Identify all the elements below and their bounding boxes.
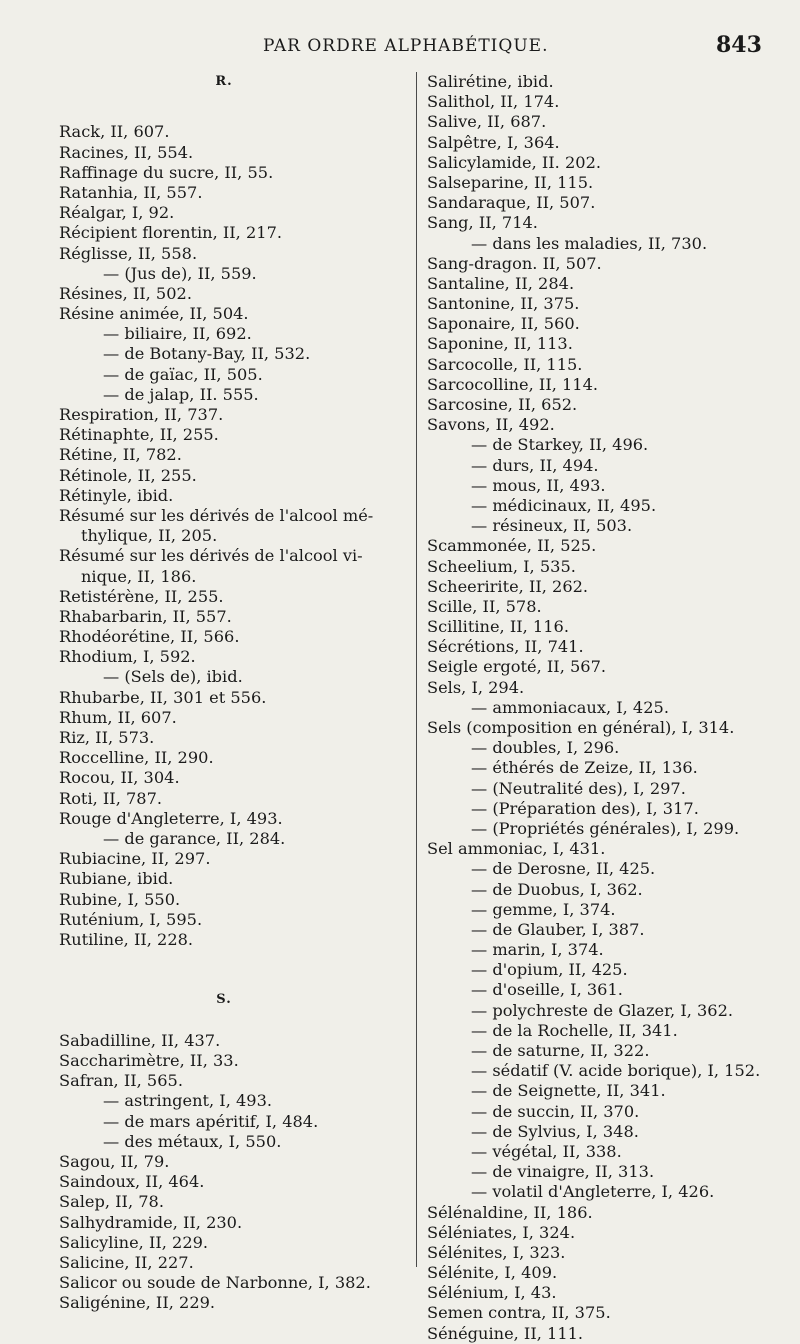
index-entry: Rubiane, ibid.	[59, 869, 174, 889]
index-entry: Sarcosine, II, 652.	[427, 395, 578, 414]
index-entry: Salithol, II, 174.	[427, 92, 560, 112]
index-entry: Saccharimètre, II, 33.	[59, 1051, 239, 1070]
index-entry: — sédatif (V. acide borique), I, 152.	[471, 1061, 761, 1081]
index-entry: Respiration, II, 737.	[59, 405, 224, 424]
index-entry: Sélénite, I, 409.	[427, 1263, 558, 1283]
index-entry: nique, II, 186.	[81, 566, 197, 586]
index-entry: — d'opium, II, 425.	[471, 960, 628, 980]
index-entry: Salicylamide, II. 202.	[427, 152, 602, 172]
index-entry: Sarcocolline, II, 114.	[427, 374, 599, 394]
index-entry: Rouge d'Angleterre, I, 493.	[59, 808, 283, 828]
index-entry: Salicyline, II, 229.	[59, 1232, 209, 1252]
index-entry: Réalgar, I, 92.	[59, 203, 175, 223]
index-entry: Réglisse, II, 558.	[59, 243, 198, 263]
index-entry: — (Neutralité des), I, 297.	[471, 778, 686, 798]
index-entry: Salhydramide, II, 230.	[59, 1212, 243, 1232]
index-entry: Santaline, II, 284.	[427, 273, 575, 293]
page-header	[0, 32, 800, 64]
index-entry: — de Sylvius, I, 348.	[471, 1121, 639, 1141]
index-entry: Séléniates, I, 324.	[427, 1222, 576, 1242]
index-column-right	[427, 72, 787, 1344]
index-entry: — doubles, I, 296.	[471, 738, 620, 758]
index-entry: Sels (composition en général), I, 314.	[427, 718, 735, 737]
index-entry: — dans les maladies, II, 730.	[471, 233, 708, 253]
index-entry: Récipient florentin, II, 217.	[59, 223, 283, 243]
index-entry: Rétine, II, 782.	[59, 445, 182, 465]
index-entry: — de Glauber, I, 387.	[471, 919, 645, 939]
column-divider	[416, 72, 417, 1267]
index-entry: — polychreste de Glazer, I, 362.	[471, 1000, 734, 1020]
index-entry: — de gaïac, II, 505.	[103, 364, 263, 384]
index-entry: Rhodium, I, 592.	[59, 647, 196, 667]
index-entry: Rhabarbarin, II, 557.	[59, 606, 232, 626]
index-entry: Rétinole, II, 255.	[59, 465, 197, 485]
index-entry: Santonine, II, 375.	[427, 294, 580, 314]
index-entry: — d'oseille, I, 361.	[471, 980, 623, 1000]
index-entry: — astringent, I, 493.	[103, 1091, 273, 1111]
index-entry: — gemme, I, 374.	[471, 899, 616, 919]
index-entry: — des métaux, I, 550.	[103, 1131, 282, 1151]
index-entry: Saligénine, II, 229.	[59, 1293, 216, 1313]
index-entry: Sagou, II, 79.	[59, 1151, 170, 1171]
index-entry: — (Propriétés générales), I, 299.	[471, 818, 740, 838]
index-entry: Rhodéorétine, II, 566.	[59, 627, 240, 647]
index-entry: Salicine, II, 227.	[59, 1252, 194, 1272]
index-entry: Résine animée, II, 504.	[59, 304, 249, 324]
index-entry: Sénéguine, II, 111.	[427, 1323, 584, 1343]
index-entry: Rubine, I, 550.	[59, 889, 181, 909]
index-entry: — de garance, II, 284.	[103, 828, 286, 848]
index-entry: Raffinage du sucre, II, 55.	[59, 162, 274, 182]
index-entry: Sang-dragon. II, 507.	[427, 253, 602, 273]
index-entry: — volatil d'Angleterre, I, 426.	[471, 1182, 715, 1202]
section-letter-r: R.	[215, 74, 233, 89]
index-entry: — éthérés de Zeize, II, 136.	[471, 758, 698, 778]
running-title: PAR ORDRE ALPHABÉTIQUE.	[263, 36, 549, 56]
index-entry: — végétal, II, 338.	[471, 1141, 622, 1161]
index-entry: thylique, II, 205.	[81, 526, 218, 546]
index-entry: — (Sels de), ibid.	[103, 667, 243, 687]
index-entry: — de mars apéritif, I, 484.	[103, 1111, 319, 1131]
index-entry: Racines, II, 554.	[59, 142, 194, 162]
index-entry: — durs, II, 494.	[471, 455, 599, 475]
index-entry: Sarcocolle, II, 115.	[427, 354, 583, 374]
index-entry: Rétinaphte, II, 255.	[59, 425, 219, 445]
index-entry: — résineux, II, 503.	[471, 516, 633, 536]
index-entry: Rocou, II, 304.	[59, 768, 180, 788]
index-entry: Rhum, II, 607.	[59, 707, 177, 727]
index-entry: — de Botany-Bay, II, 532.	[103, 344, 311, 364]
index-entry: — ammoniacaux, I, 425.	[471, 697, 669, 717]
index-entry: — (Jus de), II, 559.	[103, 263, 257, 283]
index-entry: Saindoux, II, 464.	[59, 1172, 205, 1192]
index-entry: Sabadilline, II, 437.	[59, 1030, 221, 1050]
index-entry: — médicinaux, II, 495.	[471, 495, 657, 515]
index-entry: — de Derosne, II, 425.	[471, 859, 656, 879]
index-entry: Rack, II, 607.	[59, 122, 170, 142]
index-entry: Scillitine, II, 116.	[427, 617, 569, 637]
index-entry: — mous, II, 493.	[471, 475, 606, 495]
index-entry: Rétinyle, ibid.	[59, 485, 174, 505]
index-entry: — de Duobus, I, 362.	[471, 879, 643, 899]
index-entry: Salseparine, II, 115.	[427, 172, 594, 192]
index-entry: Savons, II, 492.	[427, 415, 555, 435]
index-entry: Scheeririte, II, 262.	[427, 576, 589, 596]
index-entry: Roccelline, II, 290.	[59, 748, 214, 768]
index-entry: Sang, II, 714.	[427, 213, 538, 233]
index-entry: Salirétine, ibid.	[427, 72, 554, 91]
index-entry: — (Préparation des), I, 317.	[471, 798, 699, 818]
index-entry: Sélénium, I, 43.	[427, 1283, 557, 1303]
index-entry: — de Seignette, II, 341.	[471, 1081, 666, 1101]
index-entry: Résumé sur les dérivés de l'alcool mé-	[59, 505, 374, 525]
index-entry: Sel ammoniac, I, 431.	[427, 839, 606, 859]
index-entry: — de saturne, II, 322.	[471, 1041, 650, 1060]
index-entry: — de la Rochelle, II, 341.	[471, 1020, 678, 1040]
index-entry: Ratanhia, II, 557.	[59, 182, 203, 202]
index-entry: Riz, II, 573.	[59, 728, 155, 747]
index-entry: Scille, II, 578.	[427, 596, 542, 616]
index-entry: Saponaire, II, 560.	[427, 314, 580, 334]
index-entry: Rutiline, II, 228.	[59, 929, 194, 949]
page-number: 843	[716, 32, 762, 58]
index-entry: — marin, I, 374.	[471, 940, 604, 960]
section-letter-s: S.	[216, 992, 232, 1008]
index-entry: Semen contra, II, 375.	[427, 1303, 611, 1323]
index-entry: Salive, II, 687.	[427, 112, 547, 132]
index-entry: Saponine, II, 113.	[427, 334, 573, 354]
index-entry: Résumé sur les dérivés de l'alcool vi-	[59, 546, 363, 566]
index-entry: Salpêtre, I, 364.	[427, 132, 560, 152]
index-entry: Rubiacine, II, 297.	[59, 849, 211, 869]
index-entry: — de succin, II, 370.	[471, 1101, 640, 1121]
index-entry: Ruténium, I, 595.	[59, 909, 203, 929]
index-entry: Salicor ou soude de Narbonne, I, 382.	[59, 1273, 371, 1293]
index-entry: — de Starkey, II, 496.	[471, 435, 649, 455]
index-entry: Rhubarbe, II, 301 et 556.	[59, 687, 267, 707]
index-entry: Sélénaldine, II, 186.	[427, 1202, 593, 1222]
index-column-left	[59, 72, 419, 1313]
index-entry: Scheelium, I, 535.	[427, 556, 576, 576]
index-entry: Sels, I, 294.	[427, 677, 525, 697]
index-entry: — biliaire, II, 692.	[103, 324, 252, 344]
index-entry: Sandaraque, II, 507.	[427, 193, 596, 213]
index-entry: Scammonée, II, 525.	[427, 536, 597, 556]
index-entry: Seigle ergoté, II, 567.	[427, 657, 607, 677]
index-entry: Roti, II, 787.	[59, 788, 163, 808]
index-entry: Safran, II, 565.	[59, 1071, 183, 1091]
index-entry: Salep, II, 78.	[59, 1192, 164, 1212]
index-entry: Retistérène, II, 255.	[59, 586, 224, 606]
index-entry: Résines, II, 502.	[59, 283, 192, 303]
index-entry: — de vinaigre, II, 313.	[471, 1162, 655, 1182]
index-entry: Sélénites, I, 323.	[427, 1242, 566, 1262]
index-entry: Sécrétions, II, 741.	[427, 637, 584, 657]
index-entry: — de jalap, II. 555.	[103, 384, 259, 404]
